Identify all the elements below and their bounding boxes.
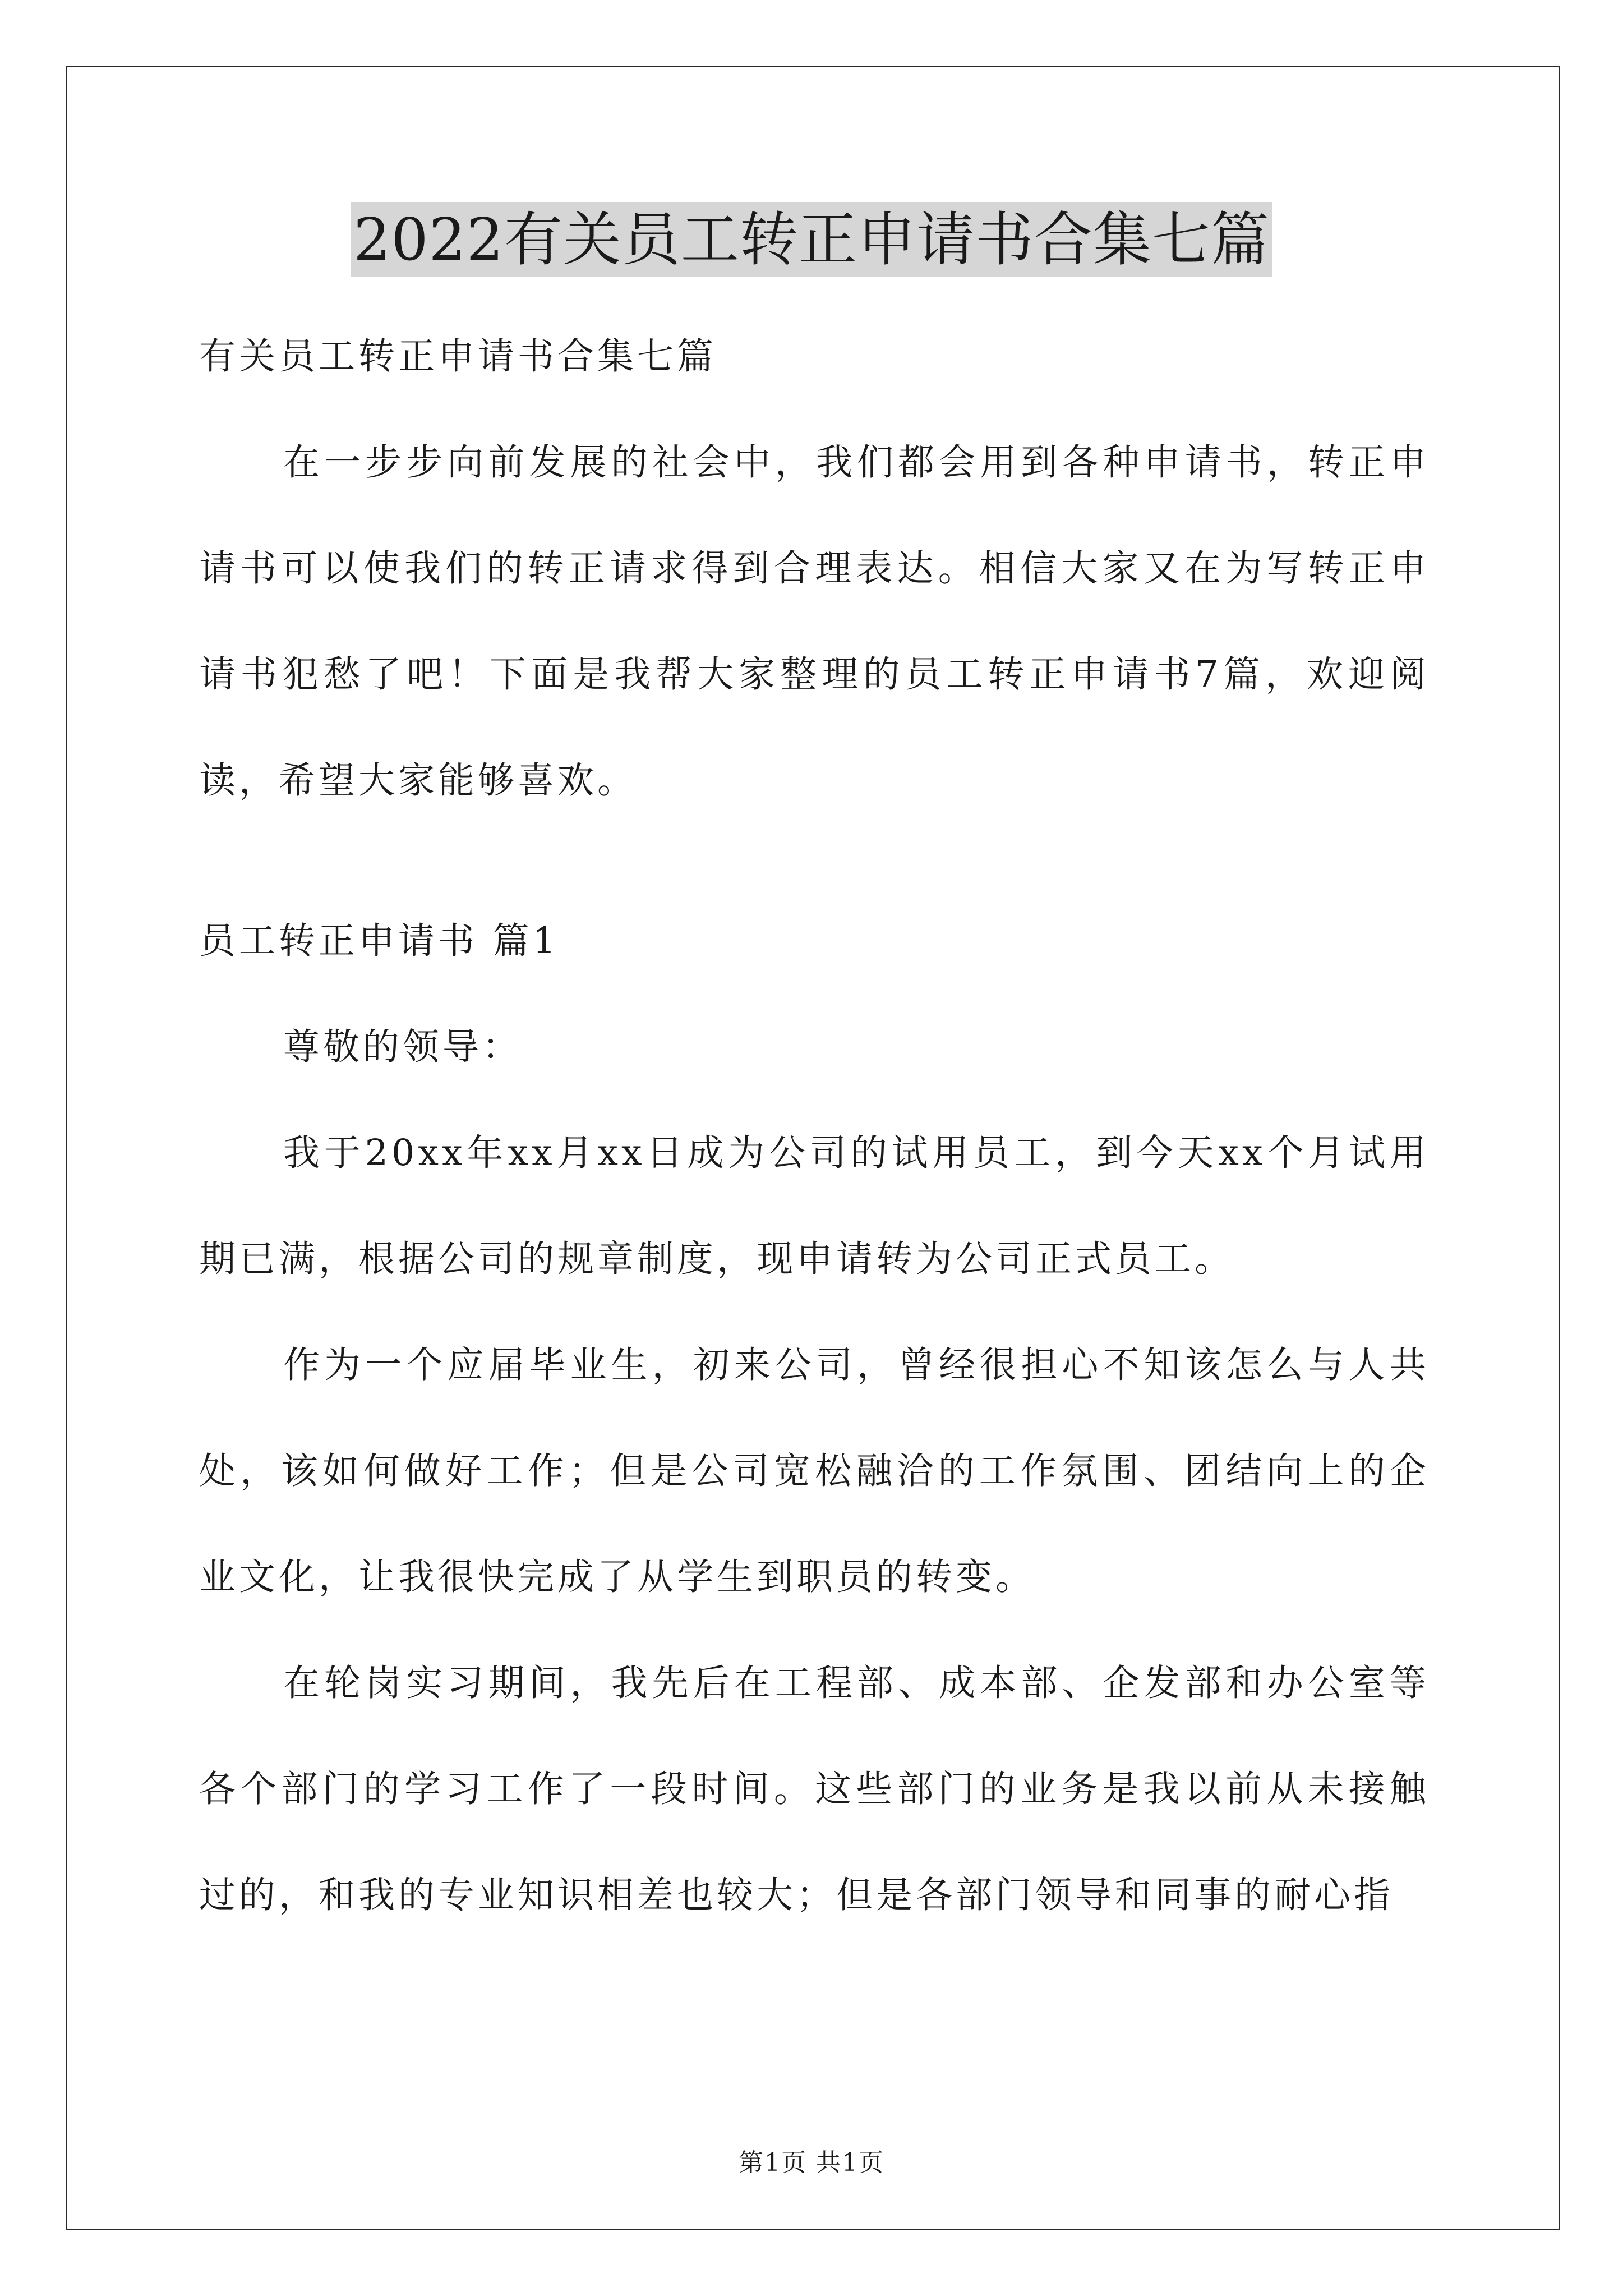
page-footer: 第1页 共1页 <box>739 2148 884 2177</box>
body-paragraph: 作为一个应届毕业生，初来公司，曾经很担心不知该怎么与人共处，该如何做好工作；但是公司宽松融洽的工作氛围、团结向上的企业文化，让我很快完成了从学生到职员的转变。 <box>199 1344 1430 1598</box>
document-title <box>0 202 1623 280</box>
section-heading: 员工转正申请书 篇1 <box>199 920 560 962</box>
document-body <box>199 314 1430 1948</box>
document-subtitle: 有关员工转正申请书合集七篇 <box>199 335 717 378</box>
body-paragraph: 在轮岗实习期间，我先后在工程部、成本部、企发部和办公室等各个部门的学习工作了一段时间。这些部门的业务是我以前从未接触过的，和我的专业知识相差也较大；但是各部门领导和同事的耐心指 <box>199 1662 1430 1916</box>
body-paragraph: 我于20xx年xx月xx日成为公司的试用员工，到今天xx个月试用期已满，根据公司的规章制度，现申请转为公司正式员工。 <box>199 1132 1430 1280</box>
intro-paragraph: 在一步步向前发展的社会中，我们都会用到各种申请书，转正申请书可以使我们的转正请求得到合理表达。相信大家又在为写转正申请书犯愁了吧！下面是我帮大家整理的员工转正申请书7篇，欢迎阅读，希望大家能够喜欢。 <box>199 441 1430 802</box>
salutation: 尊敬的领导： <box>283 1026 523 1068</box>
document-title-text: 2022有关员工转正申请书合集七篇 <box>351 202 1272 277</box>
